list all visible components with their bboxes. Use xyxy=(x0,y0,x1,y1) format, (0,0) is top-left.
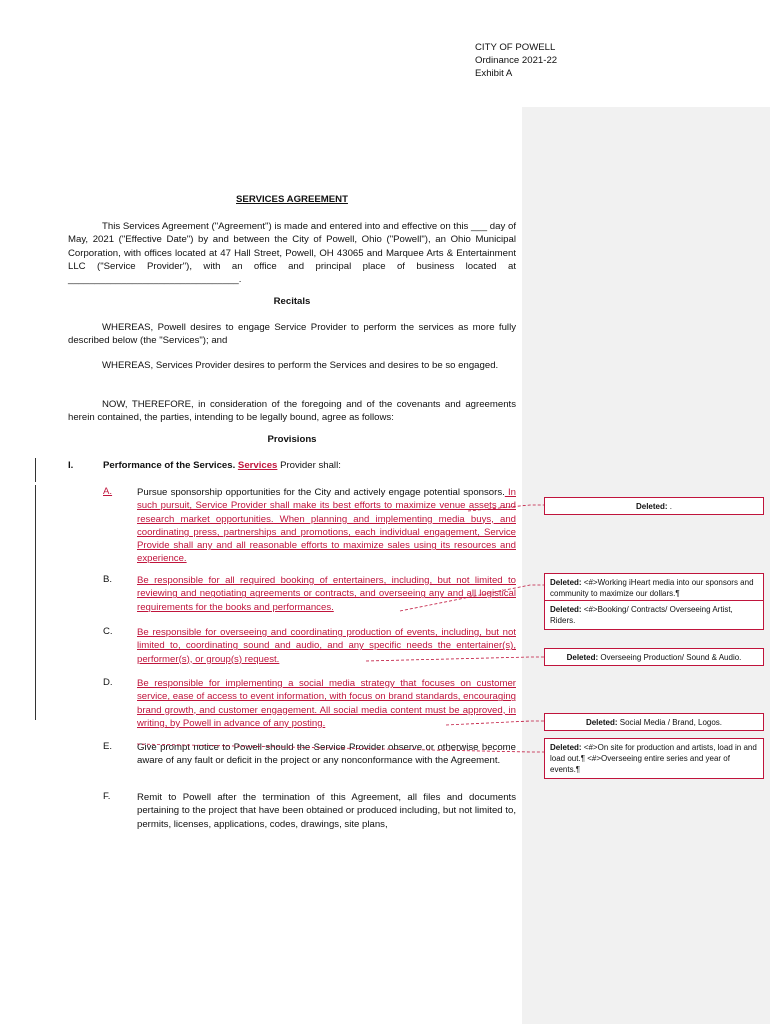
comment-text: Social Media / Brand, Logos. xyxy=(619,718,723,727)
inserted-text: Services xyxy=(237,460,278,471)
comment-label: Deleted: xyxy=(550,743,582,752)
deleted-comment-balloon[interactable] xyxy=(544,497,764,515)
item-d-letter: D. xyxy=(103,677,113,688)
recitals-heading: Recitals xyxy=(273,296,311,307)
provisions-heading: Provisions xyxy=(267,434,317,445)
item-a-text xyxy=(137,486,516,566)
deleted-comment-balloon[interactable] xyxy=(544,600,764,630)
item-c-letter: C. xyxy=(103,626,113,637)
comment-text: <#>On site for production and artists, load in and load out.¶ <#>Overseeing entire series and year of events.¶ xyxy=(550,743,757,774)
item-e-text: Give prompt notice to Powell should the Service Provider observe or otherwise become aware of any fault or deficit in the project or any nonconformance with the Agreement. xyxy=(137,742,516,767)
header-city: CITY OF POWELL xyxy=(475,42,556,53)
section-number: I. xyxy=(68,460,74,471)
item-a-plain: Pursue sponsorship opportunities for the City and actively engage potential sponsors. xyxy=(137,487,505,498)
item-b-text xyxy=(137,574,516,614)
item-d-inserted: Be responsible for implementing a social media strategy that focuses on customer service, ease of access to event information, with focus on brand standards, encouraging brand growth, and customer engagement. All social media content must be approved, in writing, by Powell in advance of any posting. xyxy=(137,678,516,729)
item-e-letter: E. xyxy=(103,741,113,752)
comment-label: Deleted: xyxy=(550,578,582,587)
change-bar xyxy=(35,458,36,482)
comment-margin-pane xyxy=(522,107,770,1024)
item-d-text xyxy=(137,677,516,730)
intro-paragraph: This Services Agreement ("Agreement") is made and entered into and effective on this ___ day of May, 2021 ("Effective Date") by and between the City of Powell, Ohio ("Powell"), an Ohio Municipal Corporation, with offices located at 47 Hall Street, Powell, OH 43065 and Marquee Arts & Entertainment LLC ("Service Provider"), with an office and principal place of business located at ________________________________. xyxy=(68,221,516,286)
recital-1: WHEREAS, Powell desires to engage Service Provider to perform the services as more fully described below (the "Services"); and xyxy=(68,322,516,347)
header-ordinance: Ordinance 2021-22 xyxy=(475,55,558,66)
deleted-comment-balloon[interactable] xyxy=(544,648,764,666)
comment-text: <#>Booking/ Contracts/ Overseeing Artist, Riders. xyxy=(550,605,733,625)
comment-label: Deleted: xyxy=(550,605,582,614)
comment-label: Deleted: xyxy=(566,653,599,662)
item-a-letter: A. xyxy=(103,486,113,497)
recital-2: WHEREAS, Services Provider desires to perform the Services and desires to be so engaged. xyxy=(102,360,499,371)
item-b-inserted: Be responsible for all required booking of entertainers, including, but not limited to reviewing and negotiating agreements or contracts, and overseeing any and all logistical requirements for the books and performances. xyxy=(137,575,516,613)
section-title-bold: Performance of the Services. xyxy=(103,460,236,471)
item-c-inserted: Be responsible for overseeing and coordinating production of events, including, but not limited to, coordinating sound and audio, and any specific needs the entertainer(s), performer(s), or group(s) request. xyxy=(137,627,516,665)
item-c-text xyxy=(137,626,516,666)
change-bar xyxy=(35,485,36,720)
comment-label: Deleted: xyxy=(635,502,668,511)
document-title: SERVICES AGREEMENT xyxy=(236,194,348,205)
comment-text: Overseeing Production/ Sound & Audio. xyxy=(600,653,742,662)
comment-text: . xyxy=(669,502,673,511)
item-f-text: Remit to Powell after the termination of this Agreement, all files and documents pertaining to the project that have been obtained or produced including, but not limited to, permits, licenses, applications, codes, drawings, site plans, xyxy=(137,792,516,830)
deleted-comment-balloon[interactable] xyxy=(544,738,764,779)
deleted-comment-balloon[interactable] xyxy=(544,713,764,731)
document-header xyxy=(475,41,557,80)
item-a-inserted: In such pursuit, Service Provider shall make its best efforts to maximize venue assets and research market opportunities. When planning and implementing media buys, and coordinating press, partnerships and promotions, each individual engagement, Service Provide shall any and all reasonable efforts to maximize sales using its resources and experience. xyxy=(137,487,516,565)
recital-3: NOW, THEREFORE, in consideration of the foregoing and of the covenants and agreements herein contained, the parties, intending to be legally bound, agree as follows: xyxy=(68,399,516,424)
item-b-letter: B. xyxy=(103,574,113,585)
comment-text: <#>Working iHeart media into our sponsors and community to maximize our dollars.¶ xyxy=(550,578,754,598)
section-title xyxy=(103,460,341,471)
comment-label: Deleted: xyxy=(585,718,618,727)
deleted-comment-balloon[interactable] xyxy=(544,573,764,603)
section-title-rest: Provider shall: xyxy=(280,460,341,471)
header-exhibit: Exhibit A xyxy=(475,68,513,79)
item-f-letter: F. xyxy=(103,791,111,802)
